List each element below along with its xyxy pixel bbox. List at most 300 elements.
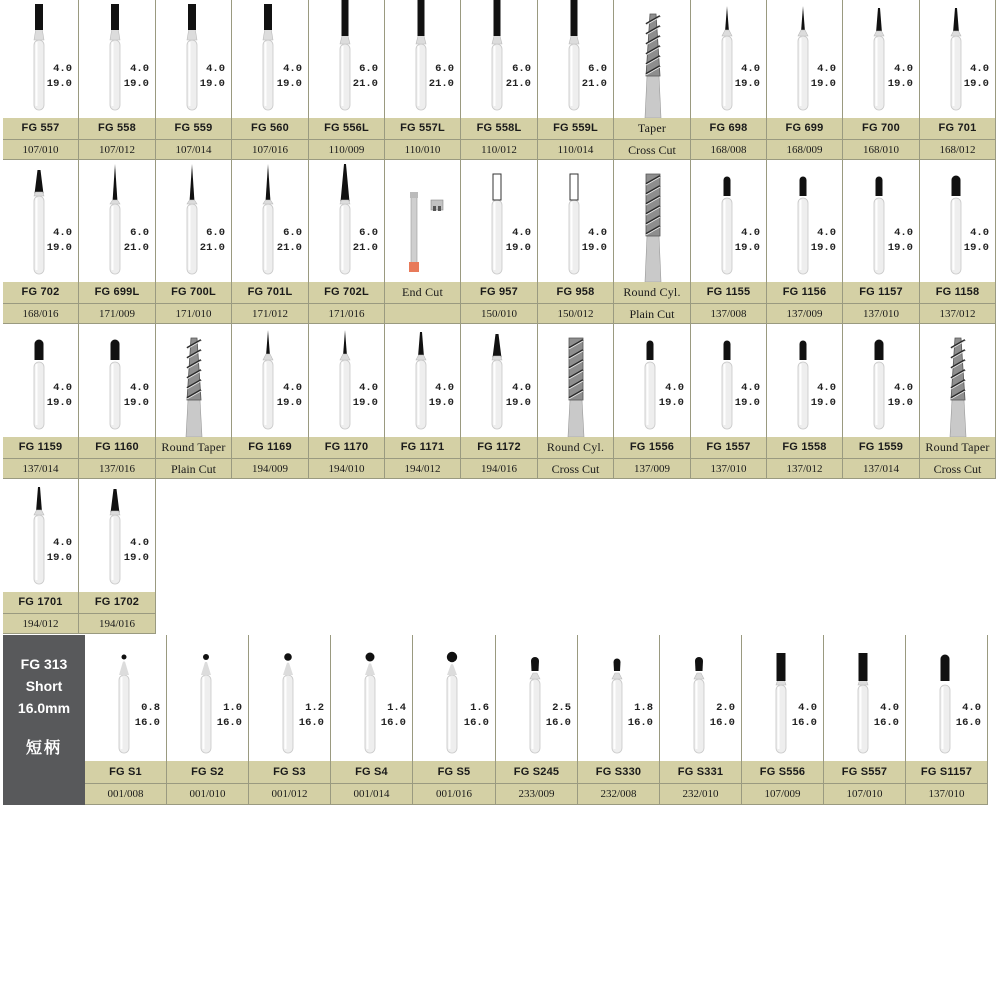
bur-icon <box>156 0 232 118</box>
bur-code-label: FG 1172 <box>461 437 537 458</box>
bur-cell <box>3 479 79 634</box>
bur-code-label: FG S330 <box>578 761 659 783</box>
bur-icon <box>232 160 309 282</box>
bur-head <box>494 0 501 36</box>
bur-size-label: 232/008 <box>578 783 659 805</box>
bur-illustration <box>920 324 995 437</box>
bur-dimensions <box>124 226 149 256</box>
bur-dimensions <box>429 381 454 411</box>
bur-size-label: 137/008 <box>691 303 766 324</box>
head-length-value: 4.0 <box>741 227 760 239</box>
bur-dimensions <box>277 381 302 411</box>
bur-dimensions <box>124 62 149 92</box>
bur-cell <box>167 635 249 805</box>
bur-head <box>859 653 868 681</box>
bur-illustration <box>461 160 537 282</box>
bur-icon <box>614 160 691 282</box>
bur-icon <box>385 160 461 282</box>
bur-illustration <box>232 0 308 118</box>
bur-code-label: FG S3 <box>249 761 330 783</box>
bur-icon <box>156 324 232 437</box>
bur-illustration <box>85 635 166 761</box>
total-length-value: 19.0 <box>46 397 72 409</box>
bur-code-label: FG 1559 <box>843 437 919 458</box>
bur-head <box>111 489 120 513</box>
bur-dimensions <box>381 701 406 731</box>
total-length-value: 16.0 <box>545 717 571 729</box>
bur-code-label: FG 1171 <box>385 437 460 458</box>
bur-icon <box>843 0 920 118</box>
bur-size-label: 137/014 <box>3 458 78 479</box>
bur-cell <box>461 0 538 160</box>
bur-cell <box>767 0 843 160</box>
bur-dimensions <box>792 701 817 731</box>
bur-cell <box>79 479 156 634</box>
bur-dimensions <box>811 381 836 411</box>
bur-cell <box>920 324 996 479</box>
head-length-value: 4.0 <box>53 63 72 75</box>
head-length-value: 6.0 <box>283 227 302 239</box>
bur-size-label: 001/014 <box>331 783 412 805</box>
total-length-value: 19.0 <box>734 242 760 254</box>
bur-size-label: Cross Cut <box>538 458 613 479</box>
bur-head <box>418 0 425 36</box>
bur-code-label: FG 702 <box>3 282 78 303</box>
total-length-value: 19.0 <box>123 78 149 90</box>
bur-illustration <box>742 635 823 761</box>
bur-cell <box>906 635 988 805</box>
bur-code-label: FG 560 <box>232 118 308 139</box>
head-length-value: 4.0 <box>741 382 760 394</box>
bur-code-label: FG 558L <box>461 118 537 139</box>
bur-illustration <box>614 0 690 118</box>
bur-illustration <box>691 0 766 118</box>
bur-size-label: 137/010 <box>906 783 987 805</box>
bur-dimensions <box>546 701 571 731</box>
bur-head <box>777 653 786 681</box>
total-length-value: 19.0 <box>276 78 302 90</box>
bur-icon <box>461 0 538 118</box>
bur-code-label: Round Cyl. <box>614 282 690 303</box>
bur-head <box>35 340 44 361</box>
bur-illustration <box>156 0 231 118</box>
bur-code-label: FG 1160 <box>79 437 155 458</box>
bur-dimensions <box>124 381 149 411</box>
bur-cell <box>843 0 920 160</box>
bur-dimensions <box>888 381 913 411</box>
bur-head <box>571 0 578 36</box>
bur-head <box>614 659 621 672</box>
bur-cell <box>309 0 385 160</box>
bur-illustration <box>385 0 460 118</box>
bur-size-label: 110/012 <box>461 139 537 160</box>
head-length-value: 4.0 <box>283 382 302 394</box>
bur-icon <box>385 0 461 118</box>
bur-head <box>876 8 882 33</box>
head-length-value: 4.0 <box>435 382 454 394</box>
bur-illustration <box>385 160 460 282</box>
bur-code-label: FG 1156 <box>767 282 842 303</box>
bur-head <box>122 655 127 660</box>
bur-dimensions <box>200 62 225 92</box>
total-length-value: 19.0 <box>810 78 836 90</box>
bur-size-label: 150/010 <box>461 303 537 324</box>
total-length-value: 19.0 <box>887 242 913 254</box>
bur-code-label: FG 558 <box>79 118 155 139</box>
bur-code-label: FG 698 <box>691 118 766 139</box>
bur-code-label: FG 1157 <box>843 282 919 303</box>
bur-head <box>952 176 961 197</box>
bur-icon <box>413 635 496 761</box>
head-length-value: 2.0 <box>716 702 735 714</box>
total-length-value: 19.0 <box>276 397 302 409</box>
bur-cell <box>79 160 156 324</box>
bur-icon <box>3 0 79 118</box>
bur-cell <box>660 635 742 805</box>
total-length-value: 21.0 <box>123 242 149 254</box>
head-length-value: 6.0 <box>359 63 378 75</box>
bur-code-label: FG 958 <box>538 282 613 303</box>
bur-head <box>35 170 44 194</box>
bur-cell <box>691 0 767 160</box>
bur-code-label: FG S1 <box>85 761 166 783</box>
bur-dimensions <box>735 62 760 92</box>
total-length-value: 16.0 <box>709 717 735 729</box>
bur-icon <box>660 635 742 761</box>
bur-dimensions <box>874 701 899 731</box>
bur-dimensions <box>956 701 981 731</box>
bur-illustration <box>461 0 537 118</box>
head-length-value: 4.0 <box>53 537 72 549</box>
bur-code-label: FG S5 <box>413 761 495 783</box>
bur-size-label: 107/009 <box>742 783 823 805</box>
bur-cell <box>85 635 167 805</box>
bur-size-label: 107/010 <box>824 783 905 805</box>
bur-icon <box>920 0 996 118</box>
bur-size-label: 194/016 <box>461 458 537 479</box>
bur-code-label: FG 957 <box>461 282 537 303</box>
bur-illustration <box>767 0 842 118</box>
bur-head <box>493 334 502 358</box>
bur-illustration <box>767 160 842 282</box>
head-length-value: 4.0 <box>798 702 817 714</box>
bur-head <box>695 657 703 671</box>
bur-dimensions <box>217 701 242 731</box>
bur-code-label: FG 699L <box>79 282 155 303</box>
bur-icon <box>85 635 167 761</box>
bur-head <box>647 341 654 361</box>
bur-code-label: FG 700L <box>156 282 231 303</box>
bur-dimensions <box>735 226 760 256</box>
bur-cell <box>461 160 538 324</box>
bur-head <box>343 330 347 356</box>
bur-dimensions <box>888 62 913 92</box>
short-title-line-3: 16.0mm <box>17 700 71 716</box>
total-length-value: 21.0 <box>352 78 378 90</box>
bur-code-label: FG 559 <box>156 118 231 139</box>
bur-dimensions <box>200 226 225 256</box>
bur-code-label: FG S556 <box>742 761 823 783</box>
bur-dimensions <box>429 62 454 92</box>
bur-illustration <box>538 160 613 282</box>
bur-icon <box>249 635 331 761</box>
bur-illustration <box>824 635 905 761</box>
bur-cell <box>824 635 906 805</box>
bur-cell <box>413 635 496 805</box>
head-length-value: 4.0 <box>880 702 899 714</box>
bur-cell <box>614 0 691 160</box>
bur-icon <box>538 324 614 437</box>
bur-head <box>800 341 807 361</box>
bur-illustration <box>3 160 78 282</box>
bur-size-label: 150/012 <box>538 303 613 324</box>
bur-code-label: FG 1158 <box>920 282 995 303</box>
bur-code-label: Round Taper <box>920 437 995 458</box>
total-length-value: 19.0 <box>887 397 913 409</box>
bur-head <box>800 177 807 197</box>
total-length-value: 19.0 <box>658 397 684 409</box>
bur-size-label: 107/016 <box>232 139 308 160</box>
total-length-value: 16.0 <box>134 717 160 729</box>
total-length-value: 19.0 <box>810 397 836 409</box>
bur-code-label: FG S245 <box>496 761 577 783</box>
bur-cell <box>3 0 79 160</box>
bur-illustration <box>167 635 248 761</box>
total-length-value: 19.0 <box>428 397 454 409</box>
bur-icon <box>156 160 232 282</box>
total-length-value: 16.0 <box>463 717 489 729</box>
head-length-value: 6.0 <box>359 227 378 239</box>
bur-icon <box>79 160 156 282</box>
bur-head <box>266 330 270 356</box>
total-length-value: 19.0 <box>734 78 760 90</box>
bur-cell <box>79 0 156 160</box>
head-length-value: 2.5 <box>552 702 571 714</box>
bur-cell <box>309 324 385 479</box>
head-length-value: 4.0 <box>970 227 989 239</box>
bur-head <box>941 655 950 682</box>
total-length-value: 19.0 <box>734 397 760 409</box>
bur-illustration <box>3 0 78 118</box>
bur-size-label: 168/008 <box>691 139 766 160</box>
bur-code-label: FG 559L <box>538 118 613 139</box>
bur-code-label: FG S1157 <box>906 761 987 783</box>
bur-illustration <box>920 160 995 282</box>
head-length-value: 6.0 <box>588 63 607 75</box>
bur-size-label: Plain Cut <box>156 458 231 479</box>
bur-head <box>875 340 884 361</box>
bur-size-label: 110/010 <box>385 139 460 160</box>
bur-size-label: 001/010 <box>167 783 248 805</box>
total-length-value: 19.0 <box>352 397 378 409</box>
short-title-line-1: FG 313 <box>20 656 68 672</box>
bur-code-label: FG 1701 <box>3 592 78 613</box>
bur-icon <box>691 160 767 282</box>
bur-dimensions <box>135 701 160 731</box>
bur-icon <box>496 635 578 761</box>
bur-size-label: Plain Cut <box>614 303 690 324</box>
head-length-value: 4.0 <box>130 537 149 549</box>
bur-cell <box>3 324 79 479</box>
bur-code-label: FG 557 <box>3 118 78 139</box>
total-length-value: 19.0 <box>963 78 989 90</box>
bur-dimensions <box>582 226 607 256</box>
total-length-value: 16.0 <box>791 717 817 729</box>
head-length-value: 4.0 <box>512 382 531 394</box>
head-length-value: 1.4 <box>387 702 406 714</box>
bur-head <box>724 177 731 197</box>
bur-code-label: FG 1558 <box>767 437 842 458</box>
bur-size-label: 137/012 <box>920 303 995 324</box>
bur-cell <box>79 324 156 479</box>
bur-icon <box>309 160 385 282</box>
head-length-value: 1.0 <box>223 702 242 714</box>
bur-code-label: Round Taper <box>156 437 231 458</box>
bur-size-label: 137/010 <box>843 303 919 324</box>
bur-dimensions <box>964 226 989 256</box>
head-length-value: 6.0 <box>206 227 225 239</box>
bur-size-label: 001/012 <box>249 783 330 805</box>
bur-icon <box>538 0 614 118</box>
head-length-value: 4.0 <box>53 227 72 239</box>
bur-code-label: FG 701L <box>232 282 308 303</box>
bur-icon <box>331 635 413 761</box>
bur-head <box>111 340 120 361</box>
total-length-value: 19.0 <box>505 397 531 409</box>
bur-dimensions <box>964 62 989 92</box>
bur-illustration <box>691 160 766 282</box>
bur-size-label: 194/012 <box>385 458 460 479</box>
bur-code-label: FG 699 <box>767 118 842 139</box>
bur-illustration <box>249 635 330 761</box>
bur-cell <box>538 324 614 479</box>
head-length-value: 1.2 <box>305 702 324 714</box>
bur-cell <box>578 635 660 805</box>
bur-size-label: 194/009 <box>232 458 308 479</box>
bur-cell <box>232 0 309 160</box>
total-length-value: 19.0 <box>887 78 913 90</box>
bur-head <box>725 6 729 32</box>
total-length-value: 16.0 <box>298 717 324 729</box>
bur-head <box>36 487 42 512</box>
bur-code-label: Taper <box>614 118 690 139</box>
bur-dimensions <box>299 701 324 731</box>
bur-size-label: 194/010 <box>309 458 384 479</box>
bur-code-label: FG 1159 <box>3 437 78 458</box>
bur-code-label: End Cut <box>385 282 460 303</box>
bur-code-label: FG 700 <box>843 118 919 139</box>
bur-illustration <box>538 324 613 437</box>
bur-cell <box>156 324 232 479</box>
bur-head <box>953 8 959 33</box>
bur-size-label: 001/016 <box>413 783 495 805</box>
head-length-value: 4.0 <box>206 63 225 75</box>
bur-code-label: FG S4 <box>331 761 412 783</box>
bur-icon <box>232 0 309 118</box>
head-length-value: 4.0 <box>130 63 149 75</box>
bur-illustration <box>79 0 155 118</box>
bur-icon <box>920 324 996 437</box>
bur-size-label: 232/010 <box>660 783 741 805</box>
bur-size-label: 107/010 <box>3 139 78 160</box>
bur-size-label: 137/014 <box>843 458 919 479</box>
bur-code-label: FG 556L <box>309 118 384 139</box>
bur-icon <box>461 160 538 282</box>
bur-dimensions <box>277 62 302 92</box>
total-length-value: 16.0 <box>627 717 653 729</box>
bur-dimensions <box>353 62 378 92</box>
short-title-line-2: Short <box>25 678 63 694</box>
bur-cell <box>496 635 578 805</box>
head-length-value: 0.8 <box>141 702 160 714</box>
bur-cell <box>614 160 691 324</box>
head-length-value: 1.8 <box>634 702 653 714</box>
bur-head <box>342 0 349 36</box>
head-length-value: 4.0 <box>130 382 149 394</box>
bur-cell <box>309 160 385 324</box>
bur-head <box>188 4 196 30</box>
bur-cell <box>691 160 767 324</box>
bur-size-label: 137/010 <box>691 458 766 479</box>
bur-code-label: FG 557L <box>385 118 460 139</box>
bur-code-label: FG 1556 <box>614 437 690 458</box>
head-length-value: 4.0 <box>817 63 836 75</box>
bur-cell <box>920 160 996 324</box>
bur-cell <box>331 635 413 805</box>
bur-size-label: 137/009 <box>614 458 690 479</box>
head-length-value: 6.0 <box>130 227 149 239</box>
bur-icon <box>906 635 988 761</box>
bur-size-label: 168/010 <box>843 139 919 160</box>
bur-cell <box>232 160 309 324</box>
bur-dimensions <box>659 381 684 411</box>
total-length-value: 16.0 <box>216 717 242 729</box>
bur-head <box>801 6 805 32</box>
bur-icon <box>79 0 156 118</box>
bur-head <box>111 4 119 30</box>
bur-size-label: 194/012 <box>3 613 78 634</box>
bur-code-label: FG 1170 <box>309 437 384 458</box>
bur-head <box>447 652 457 662</box>
bur-size-label: 168/012 <box>920 139 995 160</box>
bur-head <box>113 164 118 202</box>
bur-illustration <box>331 635 412 761</box>
bur-dimensions <box>47 536 72 566</box>
bur-size-label: 171/009 <box>79 303 155 324</box>
bur-illustration <box>843 0 919 118</box>
total-length-value: 16.0 <box>380 717 406 729</box>
bur-size-label: 137/012 <box>767 458 842 479</box>
head-length-value: 4.0 <box>665 382 684 394</box>
bur-size-label: 107/012 <box>79 139 155 160</box>
bur-size-label: 137/009 <box>767 303 842 324</box>
bur-illustration <box>578 635 659 761</box>
bur-illustration <box>660 635 741 761</box>
bur-size-label: 110/014 <box>538 139 613 160</box>
head-length-value: 4.0 <box>359 382 378 394</box>
bur-cell <box>691 324 767 479</box>
bur-illustration <box>309 160 384 282</box>
head-length-value: 4.0 <box>817 227 836 239</box>
bur-icon <box>767 0 843 118</box>
bur-cell <box>385 324 461 479</box>
bur-dimensions <box>47 226 72 256</box>
total-length-value: 19.0 <box>46 242 72 254</box>
total-length-value: 19.0 <box>123 552 149 564</box>
bur-dimensions <box>353 381 378 411</box>
bur-head <box>35 4 43 30</box>
bur-code-label: FG 1169 <box>232 437 308 458</box>
